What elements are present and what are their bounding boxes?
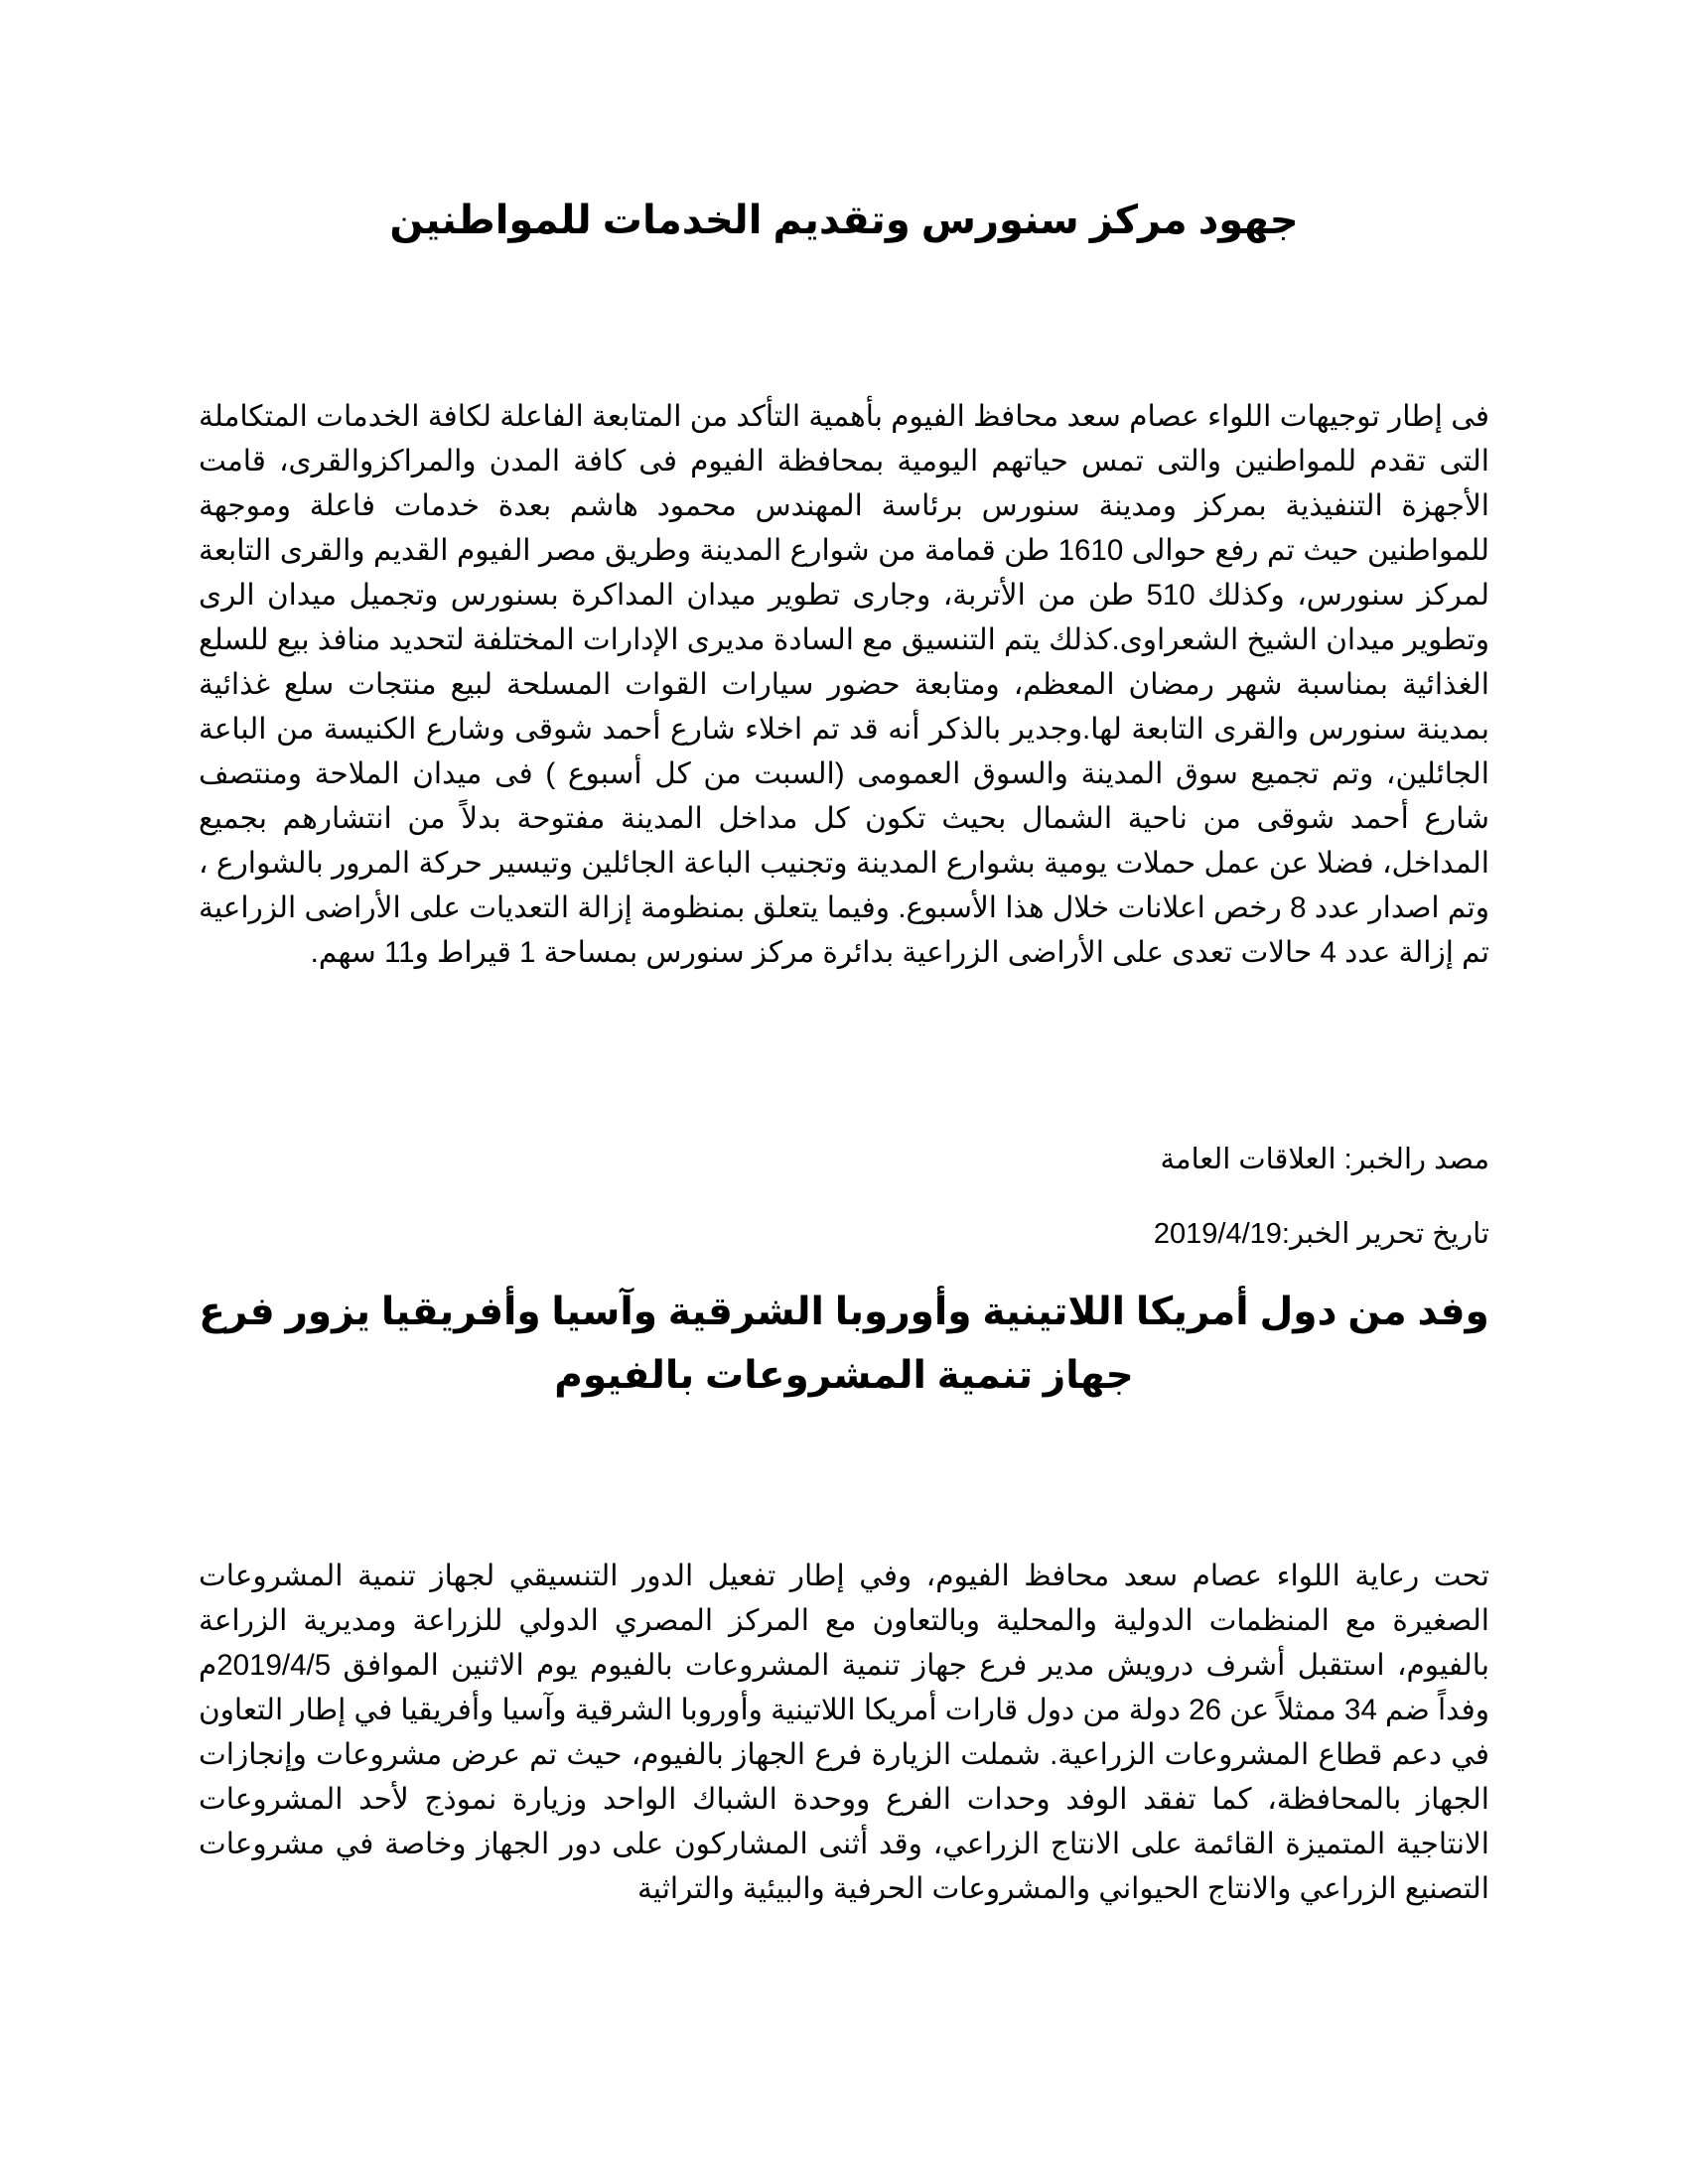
article2-title: وفد من دول أمريكا اللاتينية وأوروبا الشرقية وآسيا وأفريقيا يزور فرع جهاز تنمية المشروعات بالفيوم: [199, 1291, 1489, 1397]
article1-title: جهود مركز سنورس وتقديم الخدمات للمواطنين: [389, 199, 1299, 242]
article1-body: فى إطار توجيهات اللواء عصام سعد محافظ الفيوم بأهمية التأكد من المتابعة الفاعلة لكافة الخدمات المتكاملة التى تقدم للمواطنين والتى تمس حياتهم اليومية بمحافظة الفيوم فى كافة المدن والمراكزوالقرى، قامت الأجهزة التنفيذية بمركز ومدينة سنورس برئاسة المهندس محمود هاشم بعدة خدمات فاعلة وموجهة للمواطنين حيث تم رفع حوالى 1610 طن قمامة من شوارع المدينة وطريق مصر الفيوم القديم والقرى التابعة لمركز سنورس، وكذلك 510 طن من الأتربة، وجارى تطوير ميدان المداكرة بسنورس وتجميل ميدان الرى وتطوير ميدان الشيخ الشعراوى.كذلك يتم التنسيق مع السادة مديرى الإدارات المختلفة لتحديد منافذ بيع للسلع الغذائية بمناسبة شهر رمضان المعظم، ومتابعة حضور سيارات القوات المسلحة لبيع منتجات سلع غذائية بمدينة سنورس والقرى التابعة لها.وجدير بالذكر أنه قد تم اخلاء شارع أحمد شوقى وشارع الكنيسة من الباعة الجائلين، وتم تجميع سوق المدينة والسوق العمومى (السبت من كل أسبوع ) فى ميدان الملاحة ومنتصف شارع أحمد شوقى من ناحية الشمال بحيث تكون كل مداخل المدينة مفتوحة بدلاً من انتشارهم بجميع المداخل، فضلا عن عمل حملات يومية بشوارع المدينة وتجنيب الباعة الجائلين وتيسير حركة المرور بالشوارع ، وتم اصدار عدد 8 رخص اعلانات خلال هذا الأسبوع. وفيما يتعلق بمنظومة إزالة التعديات على الأراضى الزراعية تم إزالة عدد 4 حالات تعدى على الأراضى الزراعية بدائرة مركز سنورس بمساحة 1 قيراط و11 سهم.: [199, 400, 1490, 969]
article2-body: تحت رعاية اللواء عصام سعد محافظ الفيوم، وفي إطار تفعيل الدور التنسيقي لجهاز تنمية المشروعات الصغيرة مع المنظمات الدولية والمحلية وبالتعاون مع المركز المصري الدولي للزراعة ومديرية الزراعة بالفيوم، استقبل أشرف درويش مدير فرع جهاز تنمية المشروعات بالفيوم يوم الاثنين الموافق 2019/4/5م وفداً ضم 34 ممثلاً عن 26 دولة من دول قارات أمريكا اللاتينية وأوروبا الشرقية وآسيا وأفريقيا في إطار التعاون في دعم قطاع المشروعات الزراعية. شملت الزيارة فرع الجهاز بالفيوم، حيث تم عرض مشروعات وإنجازات الجهاز بالمحافظة، كما تفقد الوفد وحدات الفرع ووحدة الشباك الواحد وزيارة نموذج لأحد المشروعات الانتاجية المتميزة القائمة على الانتاج الزراعي، وقد أثنى المشاركون على دور الجهاز وخاصة في مشروعات التصنيع الزراعي والانتاج الحيواني والمشروعات الحرفية والبيئية والتراثية: [199, 1560, 1489, 1905]
article1-source: مصد رالخبر: العلاقات العامة: [1160, 1144, 1489, 1175]
article1-date: تاريخ تحرير الخبر:2019/4/19: [1153, 1218, 1489, 1250]
